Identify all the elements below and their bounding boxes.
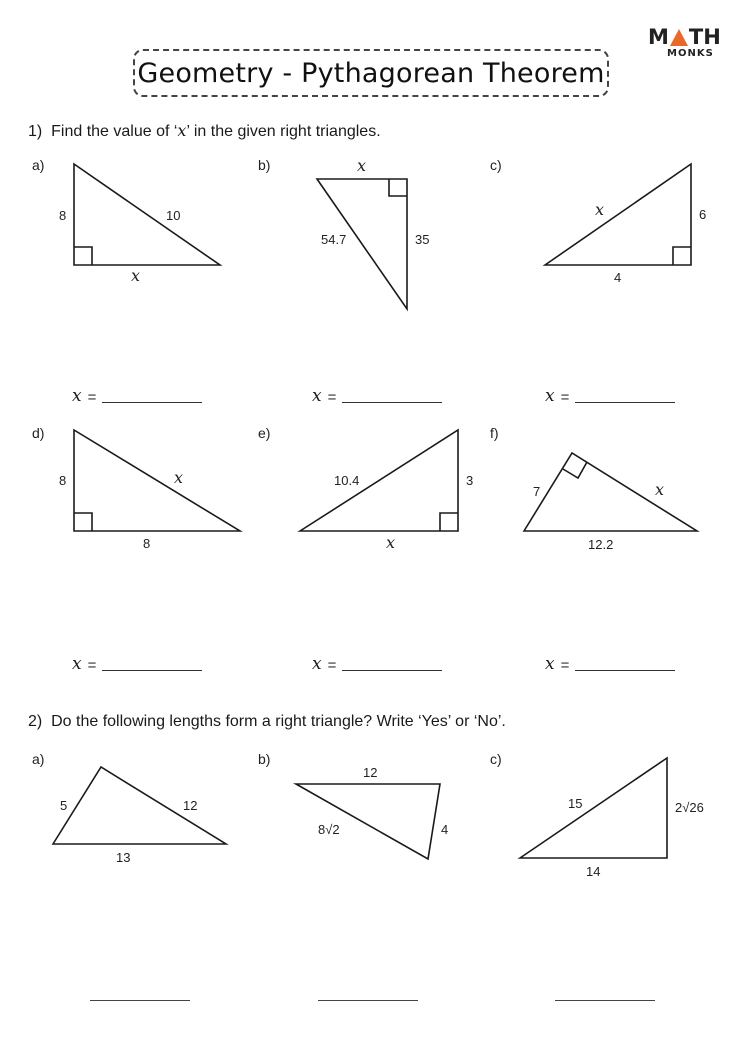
- answer-1f: [545, 654, 675, 674]
- side-label-1d-left: 8: [59, 473, 67, 488]
- answer-var: x: [72, 654, 82, 674]
- side-label-2a-left: 5: [60, 798, 68, 813]
- side-label-2c-hyp: 15: [568, 796, 583, 811]
- answer-1c-blank[interactable]: [575, 402, 675, 403]
- answer-1f-blank[interactable]: [575, 670, 675, 671]
- answer-1d-blank[interactable]: [102, 670, 202, 671]
- triangle-2c: [520, 758, 667, 858]
- q1-part-f-label: f): [490, 425, 499, 441]
- triangle-1a: [74, 164, 220, 265]
- q1-part-b-label: b): [258, 157, 271, 173]
- question-1-text-before: Find the value of ‘: [51, 123, 178, 140]
- side-label-1a-bottom: x: [131, 266, 141, 285]
- logo-math: M TH: [648, 25, 721, 49]
- side-label-1f-bottom: 12.2: [588, 537, 614, 552]
- side-label-1e-right: 3: [466, 473, 474, 488]
- answer-1e-blank[interactable]: [342, 670, 442, 671]
- side-label-1b-top: x: [357, 156, 367, 175]
- logo-monks: MONKS: [667, 48, 714, 59]
- side-label-1c-hyp: x: [595, 200, 605, 219]
- answer-var: x: [545, 386, 555, 406]
- answer-equals: =: [560, 389, 570, 406]
- side-label-2b-hyp: 8√2: [318, 822, 340, 837]
- side-label-1d-hyp: x: [174, 468, 184, 487]
- question-1-variable: x: [177, 121, 187, 140]
- answer-2c-blank[interactable]: [555, 1000, 655, 1001]
- q2-part-a-label: a): [32, 751, 45, 767]
- answer-1a-blank[interactable]: [102, 402, 202, 403]
- answer-var: x: [312, 654, 322, 674]
- answer-equals: =: [327, 389, 337, 406]
- answer-equals: =: [327, 657, 337, 674]
- q1-part-c-label: c): [490, 157, 502, 173]
- answer-var: x: [545, 654, 555, 674]
- answer-equals: =: [87, 389, 97, 406]
- answer-1b: [312, 386, 442, 406]
- answer-var: x: [72, 386, 82, 406]
- side-label-1c-bottom: 4: [614, 270, 622, 285]
- q2-part-c-label: c): [490, 751, 502, 767]
- answer-1e: [312, 654, 442, 674]
- side-label-1e-bottom: x: [386, 533, 396, 552]
- triangle-1c: [545, 164, 691, 265]
- answer-equals: =: [560, 657, 570, 674]
- answer-1b-blank[interactable]: [342, 402, 442, 403]
- side-label-2a-bottom: 13: [116, 850, 131, 865]
- answer-equals: =: [87, 657, 97, 674]
- side-label-2c-bottom: 14: [586, 864, 601, 879]
- side-label-1f-right: x: [655, 480, 665, 499]
- question-2-number: 2): [28, 713, 43, 730]
- side-label-1d-bottom: 8: [143, 536, 151, 551]
- side-label-2b-top: 12: [363, 765, 378, 780]
- answer-2a-blank[interactable]: [90, 1000, 190, 1001]
- answer-1c: [545, 386, 675, 406]
- q2-part-b-label: b): [258, 751, 271, 767]
- side-label-2a-right: 12: [183, 798, 198, 813]
- q1-part-d-label: d): [32, 425, 45, 441]
- question-1-number: 1): [28, 123, 43, 140]
- q1-part-a-label: a): [32, 157, 45, 173]
- side-label-1b-right: 35: [415, 232, 430, 247]
- question-2-text: Do the following lengths form a right triangle? Write ‘Yes’ or ‘No’.: [51, 713, 506, 730]
- side-label-2c-right: 2√26: [675, 800, 704, 815]
- answer-var: x: [312, 386, 322, 406]
- side-label-1a-left: 8: [59, 208, 67, 223]
- question-2-heading: [28, 713, 506, 731]
- answer-2b-blank[interactable]: [318, 1000, 418, 1001]
- question-1-text-after: ’ in the given right triangles.: [186, 123, 381, 140]
- side-label-1f-left: 7: [533, 484, 541, 499]
- side-label-1c-right: 6: [699, 207, 707, 222]
- answer-1a: [72, 386, 202, 406]
- triangle-1e: [300, 430, 458, 531]
- answer-1d: [72, 654, 202, 674]
- side-label-1b-hyp: 54.7: [321, 232, 347, 247]
- triangle-1d: [74, 430, 240, 531]
- side-label-2b-right: 4: [441, 822, 449, 837]
- side-label-1a-hyp: 10: [166, 208, 181, 223]
- triangle-1f: [524, 453, 697, 531]
- page-title: Geometry - Pythagorean Theorem: [137, 57, 605, 89]
- side-label-1e-hyp: 10.4: [334, 473, 360, 488]
- triangle-2a: [53, 767, 226, 844]
- q1-part-e-label: e): [258, 425, 271, 441]
